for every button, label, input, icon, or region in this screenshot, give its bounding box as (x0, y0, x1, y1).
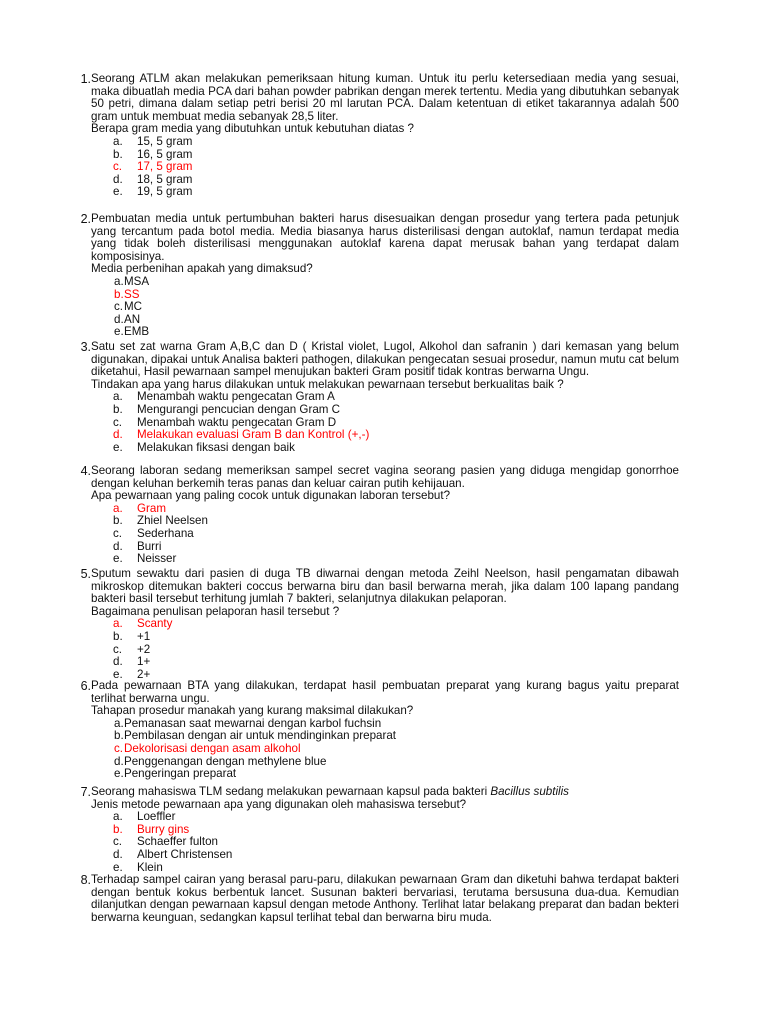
option-e: e. Neisser (113, 552, 177, 566)
option-b: b. +1 (113, 629, 151, 643)
option-a-answer: a. Scanty (113, 617, 173, 631)
question-stem: Pada pewarnaan BTA yang dilakukan, terdapat hasil pembuatan preparat yang kurang bagus yaitu preparat terlihat berwarna ungu. (91, 679, 679, 705)
question-stem: Seorang laboran sedang memeriksan sampel secret vagina seorang pasien yang diduga mengidap gonorrhoe dengan keluhan berkemih teras panas dan keluar cairan putih kehijauan. (91, 464, 679, 490)
option-a: a. MSA (114, 274, 150, 288)
question-number: 5. (80, 567, 91, 581)
question-prompt: Tahapan prosedur manakah yang kurang maksimal dilakukan? (91, 704, 414, 718)
question-prompt: Bagaimana penulisan pelaporan hasil tersebut ? (91, 604, 340, 618)
question-7 (70, 786, 679, 874)
question-6 (70, 680, 679, 781)
question-number: 6. (80, 679, 91, 693)
option-e: e. Melakukan fiksasi dengan baik (113, 440, 295, 454)
option-d: d. AN (114, 312, 141, 326)
option-c: c. Sederhana (113, 526, 194, 540)
option-d: d. Penggenangan dengan methylene blue (114, 754, 327, 768)
option-d: d. 1+ (113, 655, 151, 669)
option-a: a. Menambah waktu pengecatan Gram A (113, 390, 335, 404)
question-prompt: Berapa gram media yang dibutuhkan untuk kebutuhan diatas ? (91, 122, 414, 136)
option-d: d. 18, 5 gram (113, 172, 193, 186)
option-b-answer: b. Burry gins (113, 822, 190, 836)
question-number: 2. (80, 212, 91, 226)
question-8 (70, 874, 679, 924)
option-c: c. Schaeffer fulton (113, 835, 218, 849)
question-number: 3. (80, 340, 91, 354)
option-c: c. MC (114, 300, 143, 314)
option-e: e. Pengeringan preparat (114, 767, 237, 781)
question-number: 7. (80, 785, 91, 799)
question-prompt: Apa pewarnaan yang paling cocok untuk digunakan laboran tersebut? (91, 489, 451, 503)
option-c: c. Menambah waktu pengecatan Gram D (113, 415, 337, 429)
option-e: e. Klein (113, 860, 163, 874)
question-number: 4. (80, 464, 91, 478)
option-c-answer: c. Dekolorisasi dengan asam alkohol (114, 741, 301, 755)
option-e: e. 19, 5 gram (113, 185, 193, 199)
option-b-answer: b. SS (114, 287, 140, 301)
question-2 (70, 213, 679, 339)
option-b: b. Mengurangi pencucian dengan Gram C (113, 402, 341, 416)
question-prompt: Jenis metode pewarnaan apa yang digunakan oleh mahasiswa tersebut? (91, 797, 467, 811)
question-number: 1. (80, 72, 91, 86)
question-5 (70, 568, 679, 681)
option-a-answer: a. Gram (113, 501, 166, 515)
question-4 (70, 465, 679, 566)
option-e: e. EMB (114, 325, 150, 339)
option-d: d. Albert Christensen (113, 847, 233, 861)
question-stem: Pembuatan media untuk pertumbuhan bakteri harus disesuaikan dengan prosedur yang tertera pada petunjuk yang tercantum pada botol media. Media biasanya harus disterilisasi dengan autoklaf, namun terdapat media yang tidak boleh disterilisasi menggunakan autoklaf karena dapat merusak bahan yang terdapat dalam komposisinya. (91, 212, 679, 263)
question-prompt: Media perbenihan apakah yang dimaksud? (91, 262, 313, 276)
option-d-answer: d. Melakukan evaluasi Gram B dan Kontrol (+,-) (113, 428, 370, 442)
option-a: a. Pemanasan saat mewarnai dengan karbol fuchsin (114, 716, 382, 730)
question-1 (70, 73, 679, 199)
option-a: a. Loeffler (113, 810, 176, 824)
option-b: b. 16, 5 gram (113, 147, 193, 161)
question-stem: Satu set zat warna Gram A,B,C dan D ( Kristal violet, Lugol, Alkohol dan safranin ) dari kemasan yang belum digunakan, dipakai untuk Analisa bakteri pathogen, dilakukan pengecatan sesuai prosedur, namun mutu cat belum diketahui, Hasil pewarnaan sampel menujukan bakteri Gram positif tidak kontras berwarna Ungu. (91, 340, 679, 379)
option-e: e. 2+ (113, 667, 151, 681)
question-prompt: Tindakan apa yang harus dilakukan untuk melakukan pewarnaan tersebut berkualitas baik ? (91, 377, 564, 391)
question-stem: Terhadap sampel cairan yang berasal paru-paru, dilakukan pewarnaan Gram dan diketuhi bahwa terdapat bakteri dengan bentuk kokus berbentuk lancet. Susunan bakteri bervariasi, terutama bersusuna dua-dua. Kemudian dilanjutkan dengan pewarnaan kapsul dengan metode Anthony. Terlihat latar belakang preparat dan badan bekteri berwarna keunguan, sedangkan kapsul terlihat tebal dan berwarna biru muda. (91, 873, 679, 924)
question-3 (70, 341, 679, 454)
question-stem: Seorang mahasiswa TLM sedang melakukan pewarnaan kapsul pada bakteri Bacillus subtilis (91, 785, 569, 798)
question-stem: Sputum sewaktu dari pasien di duga TB diwarnai dengan metoda Zeihl Neelson, hasil pengamatan dibawah mikroskop ditemukan bakteri coccus berwarna biru dan basil berwarna merah, jika dalam 100 lapang pandang bakteri basil tersebut terhitung jumlah 7 bakteri, selanjutnya dilakukan pelaporan. (91, 567, 679, 606)
option-d: d. Burri (113, 539, 162, 553)
option-c-answer: c. 17, 5 gram (113, 160, 193, 174)
option-a: a. 15, 5 gram (113, 134, 193, 148)
species-name: Bacillus subtilis (490, 785, 569, 798)
option-b: b. Zhiel Neelsen (113, 514, 208, 528)
option-c: c. +2 (113, 642, 151, 656)
question-stem: Seorang ATLM akan melakukan pemeriksaan hitung kuman. Untuk itu perlu ketersediaan media yang sesuai, maka dibuatlah media PCA dari bahan powder pabrikan dengan merek tertentu. Media yang dibutuhkan sebanyak 50 petri, dimana dalam setiap petri berisi 20 ml larutan PCA. Dalam ketentuan di etiket takarannya adalah 500 gram untuk membuat media sebanyak 28,5 liter. (91, 72, 679, 123)
question-number: 8. (80, 873, 91, 887)
option-b: b. Pembilasan dengan air untuk mendinginkan preparat (114, 729, 396, 743)
